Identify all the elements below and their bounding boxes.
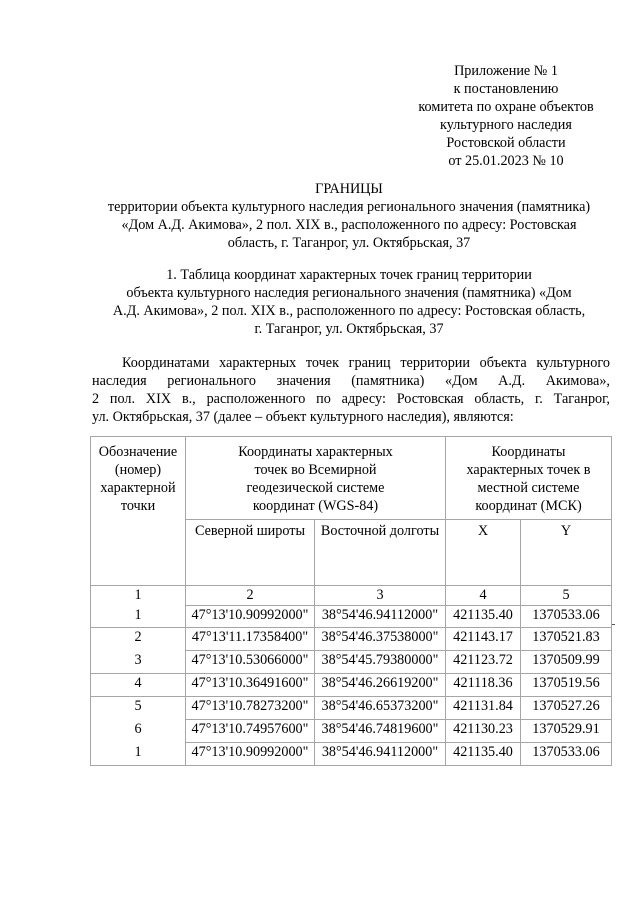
word: XIX bbox=[145, 391, 172, 407]
appendix-line: культурного наследия bbox=[440, 117, 572, 133]
header-east: Восточной долготы bbox=[315, 520, 446, 586]
word: Ростовская bbox=[396, 391, 464, 407]
word: значения bbox=[276, 373, 331, 389]
lon-cell: 38°54'45.79380000" bbox=[315, 651, 446, 674]
word: территории bbox=[400, 355, 470, 371]
x-cell: 421143.17 bbox=[446, 628, 521, 651]
header-msk bbox=[446, 437, 612, 520]
table-row bbox=[91, 674, 612, 697]
word: точек bbox=[305, 355, 339, 371]
point-cell: 1 bbox=[91, 606, 186, 628]
x-cell: 421118.36 bbox=[446, 674, 521, 697]
word: Таганрог, bbox=[553, 391, 610, 407]
appendix-line: Ростовской области bbox=[446, 135, 566, 151]
word: культурного bbox=[536, 355, 610, 371]
lon-cell: 38°54'46.94112000" bbox=[315, 606, 446, 628]
appendix-line: комитета по охране объектов bbox=[418, 99, 594, 115]
header-text: координат (WGS-84) bbox=[252, 498, 379, 514]
word: наследия bbox=[92, 373, 147, 389]
lon-cell: 38°54'46.26619200" bbox=[315, 674, 446, 697]
lat-cell: 47°13'10.78273200" bbox=[186, 697, 315, 720]
y-cell: 1370521.83 bbox=[521, 628, 612, 651]
header-designation bbox=[91, 437, 186, 520]
lat-cell: 47°13'10.90992000" bbox=[186, 743, 315, 766]
word: в., bbox=[181, 391, 196, 407]
header-text: точки bbox=[120, 498, 156, 514]
y-cell: 1370527.26 bbox=[521, 697, 612, 720]
x-cell: 421135.40 bbox=[446, 606, 521, 628]
header-y: Y bbox=[521, 520, 612, 586]
table-row bbox=[91, 651, 612, 674]
word: А.Д. bbox=[498, 373, 526, 389]
word: «Дом bbox=[444, 373, 478, 389]
table-row bbox=[91, 628, 612, 651]
title-line: «Дом А.Д. Акимова», 2 пол. XIX в., расположенного по адресу: Ростовская bbox=[121, 217, 577, 233]
lat-cell: 47°13'10.36491600" bbox=[186, 674, 315, 697]
y-cell: 1370533.06 bbox=[521, 743, 612, 766]
paragraph-line: ул. Октябрьская, 37 (далее – объект культурного наследия), являются: bbox=[92, 409, 514, 425]
x-cell: 421131.84 bbox=[446, 697, 521, 720]
lat-cell: 47°13'10.74957600" bbox=[186, 720, 315, 743]
document-title bbox=[70, 180, 628, 252]
column-number: 1 bbox=[91, 586, 186, 606]
lat-cell: 47°13'11.17358400" bbox=[186, 628, 315, 651]
point-cell: 3 bbox=[91, 651, 186, 674]
lon-cell: 38°54'46.94112000" bbox=[315, 743, 446, 766]
point-cell: 1 bbox=[91, 743, 186, 766]
point-cell: 5 bbox=[91, 697, 186, 720]
lat-cell: 47°13'10.90992000" bbox=[186, 606, 315, 628]
caption-line: объекта культурного наследия регионального значения (памятника) «Дом bbox=[126, 285, 572, 301]
appendix-block bbox=[400, 62, 612, 170]
header-wgs bbox=[186, 437, 446, 520]
header-text: характерной bbox=[100, 480, 176, 496]
header-text: (номер) bbox=[114, 462, 162, 478]
header-north: Северной широты bbox=[186, 520, 315, 586]
title-heading: ГРАНИЦЫ bbox=[315, 181, 383, 197]
table-row bbox=[91, 720, 612, 743]
lon-cell: 38°54'46.65373200" bbox=[315, 697, 446, 720]
header-text: характерных точек в bbox=[466, 462, 591, 478]
header-text: Координаты bbox=[491, 444, 566, 460]
appendix-line: Приложение № 1 bbox=[454, 63, 558, 79]
paragraph-line bbox=[92, 372, 610, 390]
x-cell: 421123.72 bbox=[446, 651, 521, 674]
word: Координатами bbox=[122, 355, 210, 371]
table-caption bbox=[70, 266, 628, 338]
appendix-line: от 25.01.2023 № 10 bbox=[448, 153, 564, 169]
word: характерных bbox=[219, 355, 297, 371]
caption-line: г. Таганрог, ул. Октябрьская, 37 bbox=[254, 321, 444, 337]
column-number: 2 bbox=[186, 586, 315, 606]
caption-line: 1. Таблица координат характерных точек границ территории bbox=[166, 267, 532, 283]
stray-mark bbox=[612, 624, 615, 625]
table-header-row bbox=[91, 437, 612, 520]
y-cell: 1370533.06 bbox=[521, 606, 612, 628]
header-text: точек во Всемирной bbox=[254, 462, 377, 478]
word: (памятника) bbox=[351, 373, 425, 389]
word: область, bbox=[474, 391, 525, 407]
word: границ bbox=[348, 355, 391, 371]
header-text: координат (МСК) bbox=[475, 498, 582, 514]
column-number-row bbox=[91, 586, 612, 606]
table-subheader-row bbox=[91, 520, 612, 586]
header-text: Обозначение bbox=[98, 444, 178, 460]
word: расположенного bbox=[206, 391, 306, 407]
table-row bbox=[91, 606, 612, 628]
point-cell: 6 bbox=[91, 720, 186, 743]
paragraph-line bbox=[92, 354, 610, 372]
intro-paragraph bbox=[92, 354, 610, 426]
word: 2 bbox=[92, 391, 100, 407]
y-cell: 1370519.56 bbox=[521, 674, 612, 697]
table-row bbox=[91, 743, 612, 766]
lon-cell: 38°54'46.74819600" bbox=[315, 720, 446, 743]
lat-cell: 47°13'10.53066000" bbox=[186, 651, 315, 674]
title-line: область, г. Таганрог, ул. Октябрьская, 37 bbox=[227, 235, 471, 251]
caption-line: А.Д. Акимова», 2 пол. XIX в., расположенного по адресу: Ростовская область, bbox=[112, 303, 586, 319]
column-number: 4 bbox=[446, 586, 521, 606]
point-cell: 4 bbox=[91, 674, 186, 697]
word: регионального bbox=[167, 373, 256, 389]
header-designation-cont bbox=[91, 520, 186, 586]
x-cell: 421135.40 bbox=[446, 743, 521, 766]
header-text: местной системе bbox=[477, 480, 580, 496]
x-cell: 421130.23 bbox=[446, 720, 521, 743]
y-cell: 1370529.91 bbox=[521, 720, 612, 743]
word: г. bbox=[535, 391, 543, 407]
header-text: геодезической системе bbox=[246, 480, 385, 496]
word: объекта bbox=[479, 355, 527, 371]
table-row bbox=[91, 697, 612, 720]
y-cell: 1370509.99 bbox=[521, 651, 612, 674]
appendix-line: к постановлению bbox=[453, 81, 559, 97]
word: адресу: bbox=[341, 391, 386, 407]
title-line: территории объекта культурного наследия регионального значения (памятника) bbox=[107, 199, 591, 215]
column-number: 5 bbox=[521, 586, 612, 606]
word: по bbox=[316, 391, 331, 407]
word: пол. bbox=[109, 391, 136, 407]
coordinates-table bbox=[90, 436, 612, 766]
column-number: 3 bbox=[315, 586, 446, 606]
header-text: Координаты характерных bbox=[238, 444, 393, 460]
point-cell: 2 bbox=[91, 628, 186, 651]
lon-cell: 38°54'46.37538000" bbox=[315, 628, 446, 651]
paragraph-line bbox=[92, 390, 610, 408]
header-x: X bbox=[446, 520, 521, 586]
word: Акимова», bbox=[545, 373, 610, 389]
